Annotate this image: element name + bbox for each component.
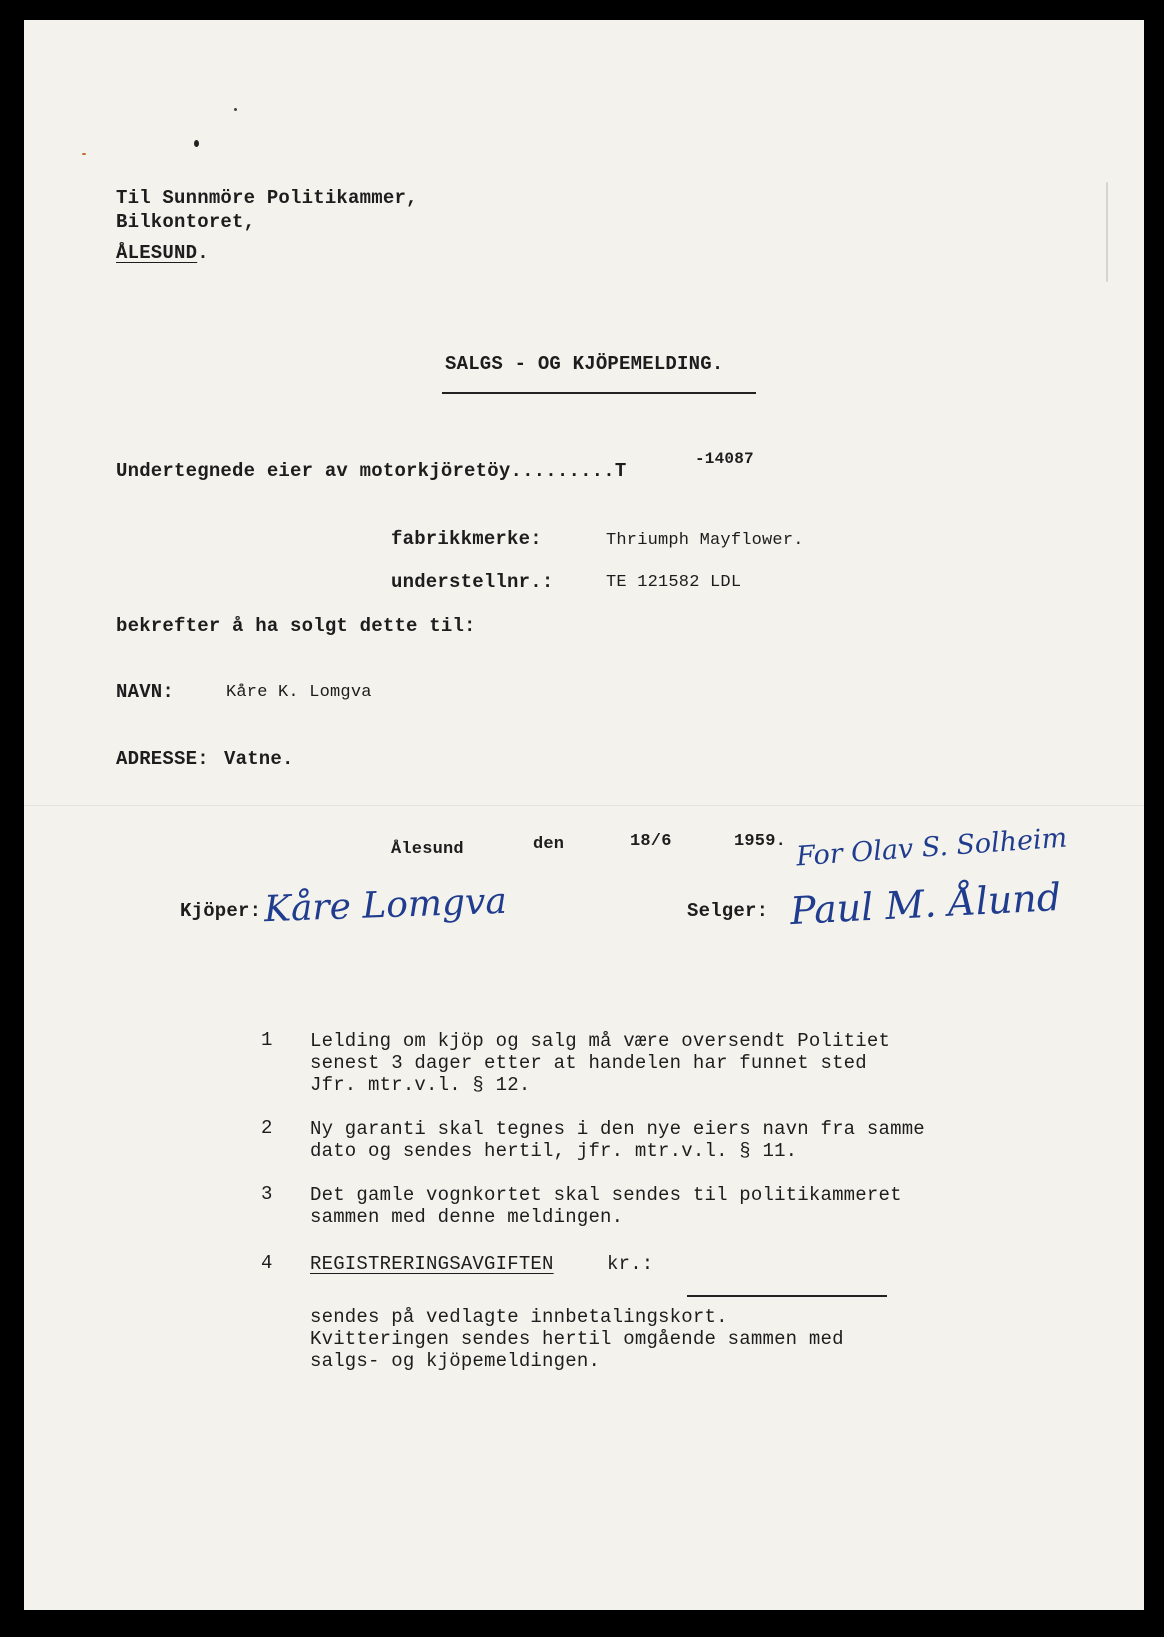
ink-speck xyxy=(194,140,199,147)
addressee-line-2: Bilkontoret, xyxy=(116,211,256,233)
date-den: den xyxy=(533,835,565,854)
fee-kr-label: kr.: xyxy=(607,1253,654,1275)
registration-fee-heading: REGISTRERINGSAVGIFTEN xyxy=(310,1253,554,1275)
make-value: Thriumph Mayflower. xyxy=(606,531,804,550)
note-line: Det gamle vognkortet skal sendes til politikammeret xyxy=(310,1184,902,1206)
fee-amount-blank xyxy=(687,1295,887,1297)
note-line: senest 3 dager etter at handelen har funnet sted xyxy=(310,1052,867,1074)
chassis-value: TE 121582 LDL xyxy=(606,573,742,592)
note-line: Ny garanti skal tegnes i den nye eiers navn fra samme xyxy=(310,1118,925,1140)
note-number: 4 xyxy=(261,1252,273,1274)
buyer-signature-label: Kjöper: xyxy=(180,900,262,922)
fold-line xyxy=(24,805,1144,806)
title-underline xyxy=(442,392,756,394)
note-number: 1 xyxy=(261,1029,273,1051)
seller-signature: Paul M. Ålund xyxy=(789,874,1063,934)
seller-signature-label: Selger: xyxy=(687,900,769,922)
paper-mark xyxy=(1106,182,1108,282)
registration-number: -14087 xyxy=(695,450,754,468)
seller-on-behalf: For Olav S. Solheim xyxy=(795,822,1069,873)
note-line: dato og sendes hertil, jfr. mtr.v.l. § 11. xyxy=(310,1140,798,1162)
addressee-city-dot: . xyxy=(197,242,209,264)
buyer-name-value: Kåre K. Lomgva xyxy=(226,683,372,702)
ink-speck xyxy=(234,108,237,111)
page-title: SALGS - OG KJÖPEMELDING. xyxy=(445,353,724,375)
chassis-label: understellnr.: xyxy=(391,571,554,593)
addressee-city: ÅLESUND xyxy=(116,242,198,264)
note-number: 3 xyxy=(261,1183,273,1205)
note-heading xyxy=(310,1253,554,1275)
buyer-address-value: Vatne. xyxy=(224,748,294,770)
addressee-line-1: Til Sunnmöre Politikammer, xyxy=(116,187,418,209)
note-line: Jfr. mtr.v.l. § 12. xyxy=(310,1074,531,1096)
date-day-month: 18/6 xyxy=(630,832,672,851)
buyer-signature: Kåre Lomgva xyxy=(263,880,508,931)
owner-label: Undertegnede eier av motorkjöretöy.........T xyxy=(116,460,627,482)
note-line: Kvitteringen sendes hertil omgående sammen med xyxy=(310,1328,844,1350)
note-number: 2 xyxy=(261,1117,273,1139)
document-page xyxy=(24,20,1144,1610)
buyer-name-label: NAVN: xyxy=(116,681,175,703)
ink-speck xyxy=(82,153,86,155)
note-line: sammen med denne meldingen. xyxy=(310,1206,624,1228)
note-line: sendes på vedlagte innbetalingskort. xyxy=(310,1306,728,1328)
note-line: Lelding om kjöp og salg må være oversendt Politiet xyxy=(310,1030,891,1052)
date-year: 1959. xyxy=(734,832,787,851)
buyer-address-label: ADRESSE: xyxy=(116,748,209,770)
addressee-city-line xyxy=(116,242,209,264)
confirm-text: bekrefter å ha solgt dette til: xyxy=(116,615,476,637)
date-place: Ålesund xyxy=(391,840,464,859)
make-label: fabrikkmerke: xyxy=(391,528,542,550)
note-line: salgs- og kjöpemeldingen. xyxy=(310,1350,601,1372)
